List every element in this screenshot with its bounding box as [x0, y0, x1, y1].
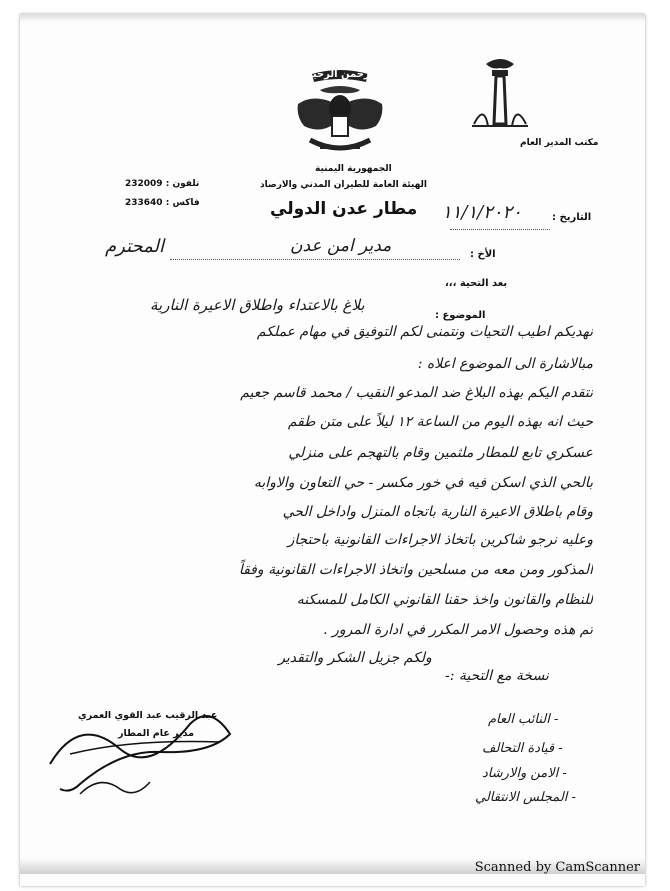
- copy-item-4: - المجلس الانتقالي: [475, 790, 576, 805]
- greeting-text: بعد التحية ،،،: [445, 278, 508, 289]
- body-line-8: وعليه نرجو شاكرين باتخاذ الاجراءات القانونية باحتجاز: [287, 532, 593, 548]
- copy-item-3: - الامن والارشاد: [482, 766, 567, 781]
- body-line-2: مبالاشارة الى الموضوع اعلاه :: [417, 356, 593, 372]
- copies-label: نسخة مع التحية :-: [445, 668, 549, 684]
- fax-label: فاكس :: [165, 198, 200, 208]
- date-value: ١١/١/٢٠٢٠: [442, 202, 522, 223]
- subject-label: الموضوع :: [435, 310, 486, 321]
- recipient-suffix: المحترم: [105, 236, 165, 257]
- handwritten-signature: [40, 694, 240, 804]
- body-line-5: عسكري تابع للمطار ملثمين وقام بالتهجم على منزلي: [288, 445, 593, 461]
- republic-name: الجمهورية اليمنية: [315, 164, 392, 174]
- airport-name: مطار عدن الدولي: [270, 199, 418, 219]
- body-line-11: تم هذه وحصول الامر المكرر في ادارة المرور .: [323, 622, 593, 638]
- fax-line: [125, 198, 200, 208]
- office-label: مكتب المدير العام: [520, 138, 599, 148]
- body-line-6: بالحي الذي اسكن فيه في خور مكسر - حي التعاون والاوابه: [253, 475, 593, 491]
- airport-tower-logo-icon: [470, 54, 530, 134]
- phone-label: تلفون :: [165, 179, 200, 189]
- scanner-watermark: Scanned by CamScanner: [474, 860, 640, 875]
- authority-name: الهيئة العامة للطيران المدني والارصاد: [260, 180, 427, 190]
- date-label: التاريخ :: [552, 212, 592, 223]
- scan-shadow-top: [20, 14, 645, 22]
- recipient-label: الأخ :: [470, 249, 496, 260]
- phone-value: 232009: [125, 179, 163, 189]
- body-line-9: المذكور ومن معه من مسلحين واتخاذ الاجراءات القانونية وفقاً: [238, 562, 593, 578]
- basmala-text: بسم الله الرحمن الرحيم: [305, 69, 424, 80]
- body-line-4: حيث انه بهذه اليوم من الساعة ١٢ ليلاً على متن طقم: [287, 414, 593, 430]
- body-line-7: وقام باطلاق الاعيرة النارية باتجاه المنزل واداخل الحي: [282, 504, 593, 520]
- recipient-underline: [170, 259, 460, 260]
- phone-line: [125, 179, 199, 189]
- body-line-1: نهديكم اطيب التحيات ونتمنى لكم التوفيق في مهام عملكم: [256, 324, 593, 340]
- closing-line: ولكم جزيل الشكر والتقدير: [278, 650, 432, 666]
- fax-value: 233640: [125, 198, 163, 208]
- signatory-name: عبد الرقيب عبد القوي العمري: [78, 710, 218, 721]
- signatory-title: مدير عام المطار: [118, 728, 194, 739]
- body-line-3: نتقدم اليكم بهذه البلاغ ضد المدعو النقيب / محمد قاسم جعيم: [240, 385, 593, 401]
- recipient-value: مدير امن عدن: [290, 236, 392, 256]
- letter-page: [20, 14, 645, 886]
- subject-value: بلاغ بالاعتداء واطلاق الاعيرة النارية: [150, 296, 365, 314]
- copy-item-1: - النائب العام: [488, 712, 559, 727]
- date-underline: [450, 229, 550, 230]
- body-line-10: للنظام والقانون واخذ حقنا القانوني الكامل للمسكنه: [296, 592, 593, 608]
- copy-item-2: - قيادة التحالف: [482, 741, 563, 756]
